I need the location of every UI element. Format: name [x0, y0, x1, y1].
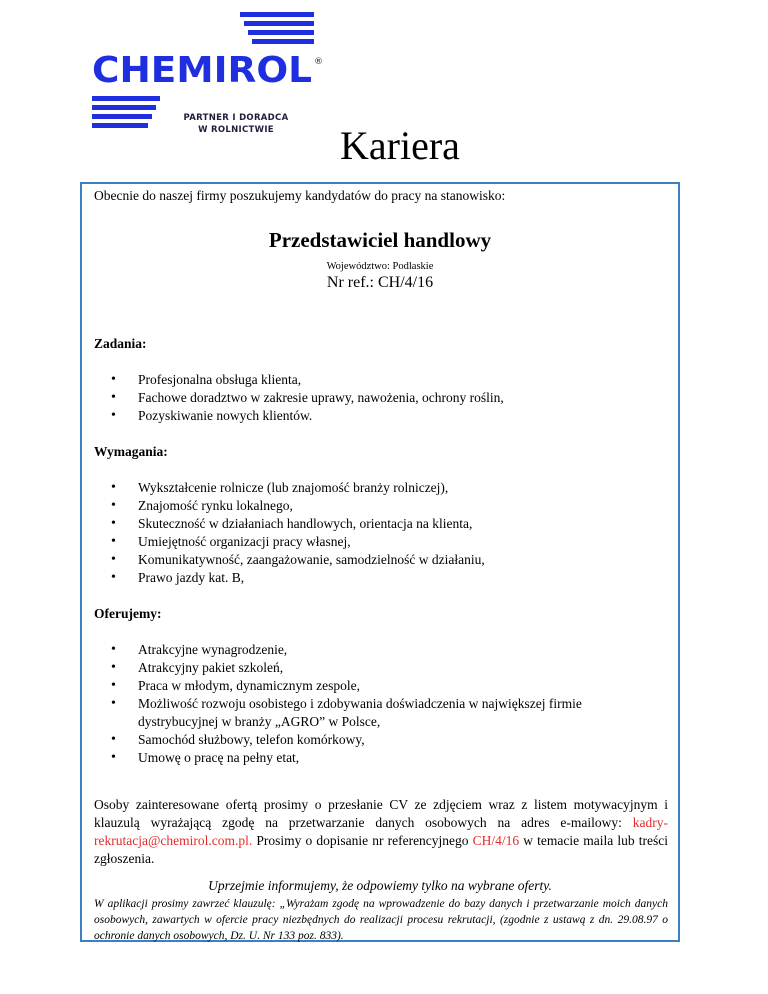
- section-heading-wymagania: Wymagania:: [94, 444, 168, 459]
- list-item: • Umiejętność organizacji pracy własnej,: [108, 533, 648, 551]
- logo-stripes-bottom: [92, 96, 160, 128]
- tagline-line-2: W ROLNICTWIE: [198, 125, 274, 135]
- list-item: • Skuteczność w działaniach handlowych, orientacja na klienta,: [108, 515, 648, 533]
- list-item: • Profesjonalna obsługa klienta,: [108, 371, 648, 389]
- list-item: • Praca w młodym, dynamicznym zespole,: [108, 677, 648, 695]
- apply-text: Prosimy o dopisanie nr referencyjnego: [252, 833, 473, 848]
- list-item: • Prawo jazdy kat. B,: [108, 569, 648, 587]
- list-item: • Atrakcyjny pakiet szkoleń,: [108, 659, 648, 677]
- job-offer-box: [80, 182, 680, 942]
- list-oferujemy: [108, 641, 648, 767]
- list-item: • Samochód służbowy, telefon komórkowy,: [108, 731, 648, 749]
- logo-stripes-top: [240, 12, 314, 44]
- job-title: Przedstawiciel handlowy: [268, 228, 492, 252]
- logo-wordmark: CHEMIROL: [92, 50, 312, 91]
- apply-text: Osoby zainteresowane ofertą prosimy o przesłanie CV ze zdjęciem wraz z listem motywacyjnym i klauzulą wyrażającą zgodę na przetwarzanie danych osobowych na adres e-mailowy:: [94, 797, 668, 830]
- apply-text: w temacie maila lub treści zgłoszenia.: [94, 833, 668, 866]
- list-item: • Wykształcenie rolnicze (lub znajomość branży rolniczej),: [108, 479, 648, 497]
- section-heading-zadania: Zadania:: [94, 336, 147, 351]
- list-item: • Pozyskiwanie nowych klientów.: [108, 407, 648, 425]
- list-item: • Możliwość rozwoju osobistego i zdobywania doświadczenia w największej firmie dystrybucyjnej w branży „AGRO” w Polsce,: [108, 695, 648, 731]
- list-item: • Komunikatywność, zaangażowanie, samodzielność w działaniu,: [108, 551, 648, 569]
- intro-text: Obecnie do naszej firmy poszukujemy kandydatów do pracy na stanowisko:: [94, 188, 506, 203]
- logo-tagline: [176, 112, 296, 136]
- apply-paragraph: [94, 796, 668, 868]
- list-zadania: [108, 371, 648, 425]
- job-reference: Nr ref.: CH/4/16: [326, 274, 434, 291]
- list-item: • Fachowe doradztwo w zakresie uprawy, nawożenia, ochrony roślin,: [108, 389, 648, 407]
- list-item: • Umowę o pracę na pełny etat,: [108, 749, 648, 767]
- registered-mark: ®: [314, 57, 323, 67]
- page-title: Kariera: [340, 123, 460, 168]
- list-item: • Znajomość rynku lokalnego,: [108, 497, 648, 515]
- email-link[interactable]: kadry-rekrutacja@chemirol.com.pl.: [94, 815, 668, 848]
- list-item: • Atrakcyjne wynagrodzenie,: [108, 641, 648, 659]
- list-wymagania: [108, 479, 648, 587]
- consent-clause: W aplikacji prosimy zawrzeć klauzulę: „Wyrażam zgodę na wprowadzenie do bazy danych i przetwarzanie moich danych osobowych, zawartych w ofercie pracy niezbędnych do realizacji procesu rekrutacji, (zgodnie z ustawą z dn. 29.08.97 o ochronie danych osobowych, Dz. U. Nr 133 poz. 833).: [94, 898, 668, 942]
- notice-text: Uprzejmie informujemy, że odpowiemy tylko na wybrane oferty.: [208, 878, 552, 893]
- section-heading-oferujemy: Oferujemy:: [94, 606, 162, 621]
- job-region: Województwo: Podlaskie: [326, 261, 434, 272]
- tagline-line-1: PARTNER I DORADCA: [183, 113, 289, 123]
- reference-code: CH/4/16: [472, 833, 520, 848]
